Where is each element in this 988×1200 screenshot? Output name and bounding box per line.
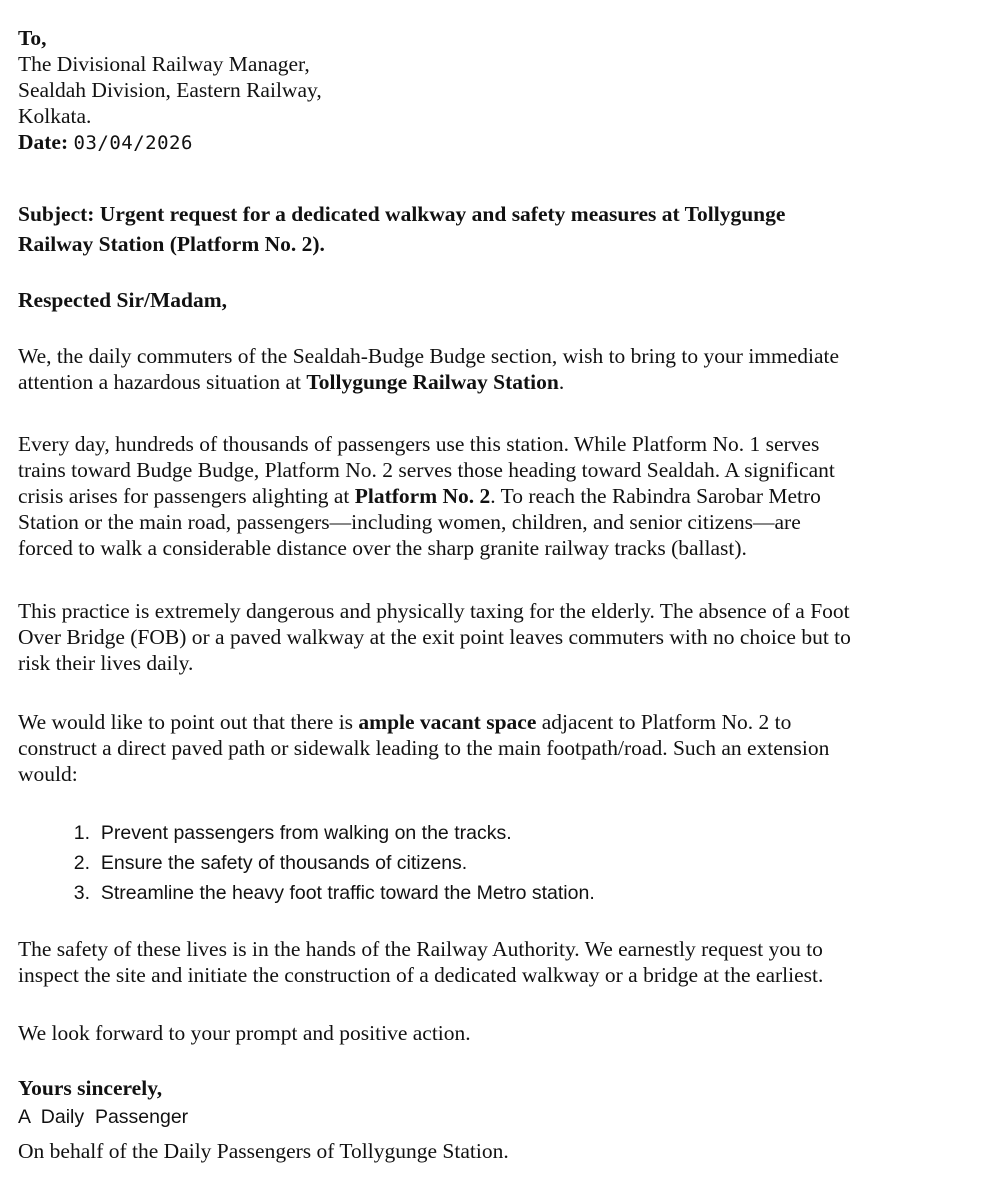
para4-line-2: construct a direct paved path or sidewalk leading to the main footpath/road. Such an extension (18, 736, 830, 760)
paragraph-danger (18, 598, 968, 676)
sign-off: Yours sincerely, (18, 1076, 163, 1100)
para1-line-2 (18, 369, 968, 395)
para4-text-post: adjacent to Platform No. 2 to (536, 710, 792, 734)
para2-line-2: trains toward Budge Budge, Platform No. 2 serves those heading toward Sealdah. A significant (18, 458, 835, 482)
para2-line-3 (18, 483, 968, 509)
list-item (18, 880, 595, 910)
recipient-address (18, 25, 968, 156)
list-number: 3. (73, 882, 90, 904)
paragraph-closing: We look forward to your prompt and positive action. (18, 1021, 471, 1045)
benefits-list (18, 820, 595, 910)
para2-line-1: Every day, hundreds of thousands of passengers use this station. While Platform No. 1 serves (18, 432, 820, 456)
date-value: 03/04/2026 (73, 132, 193, 154)
list-text: Ensure the safety of thousands of citizens. (100, 852, 468, 874)
para1-line-1: We, the daily commuters of the Sealdah-Budge Budge section, wish to bring to your immediate (18, 344, 840, 368)
list-number: 1. (73, 822, 90, 844)
para1-text: attention a hazardous situation at (18, 370, 307, 394)
date-label: Date: (18, 130, 69, 154)
vacant-space-emphasis: ample vacant space (358, 710, 537, 734)
station-name-emphasis: Tollygunge Railway Station (306, 370, 559, 394)
para2-text-post: . To reach the Rabindra Sarobar Metro (490, 484, 821, 508)
address-salutation: To, (18, 26, 47, 50)
para3-line-1: This practice is extremely dangerous and physically taxing for the elderly. The absence of a Foot (18, 599, 850, 623)
para2-line-5: forced to walk a considerable distance over the sharp granite railway tracks (ballast). (18, 536, 747, 560)
para3-line-2: Over Bridge (FOB) or a paved walkway at the exit point leaves commuters with no choice but to (18, 625, 851, 649)
address-line-title: The Divisional Railway Manager, (18, 52, 310, 76)
list-item (18, 850, 595, 880)
date-row (18, 129, 968, 156)
list-text: Prevent passengers from walking on the tracks. (100, 822, 512, 844)
para5-line-2: inspect the site and initiate the construction of a dedicated walkway or a bridge at the earliest. (18, 963, 824, 987)
subject (18, 199, 968, 259)
para4-line-3: would: (18, 762, 78, 786)
platform-emphasis: Platform No. 2 (354, 484, 491, 508)
signatory-name: A Daily Passenger (18, 1106, 189, 1128)
para1-period: . (558, 370, 565, 394)
para3-line-3: risk their lives daily. (18, 651, 194, 675)
paragraph-crisis (18, 431, 968, 561)
para2-text-pre: crisis arises for passengers alighting at (18, 484, 355, 508)
paragraph-proposal (18, 709, 968, 787)
list-item (18, 820, 595, 850)
list-number: 2. (73, 852, 90, 874)
para2-line-4: Station or the main road, passengers—including women, children, and senior citizens—are (18, 510, 801, 534)
paragraph-intro (18, 343, 968, 395)
list-text: Streamline the heavy foot traffic toward the Metro station. (100, 882, 595, 904)
subject-line-1: Subject: Urgent request for a dedicated walkway and safety measures at Tollygunge (18, 202, 786, 226)
para4-text-pre: We would like to point out that there is (18, 710, 359, 734)
address-line-division: Sealdah Division, Eastern Railway, (18, 78, 322, 102)
paragraph-request (18, 936, 968, 988)
para5-line-1: The safety of these lives is in the hands of the Railway Authority. We earnestly request you to (18, 937, 823, 961)
address-line-city: Kolkata. (18, 104, 92, 128)
subject-line-2: Railway Station (Platform No. 2). (18, 232, 325, 256)
para4-line-1 (18, 709, 968, 735)
greeting: Respected Sir/Madam, (18, 288, 227, 312)
on-behalf-line: On behalf of the Daily Passengers of Tollygunge Station. (18, 1139, 509, 1163)
